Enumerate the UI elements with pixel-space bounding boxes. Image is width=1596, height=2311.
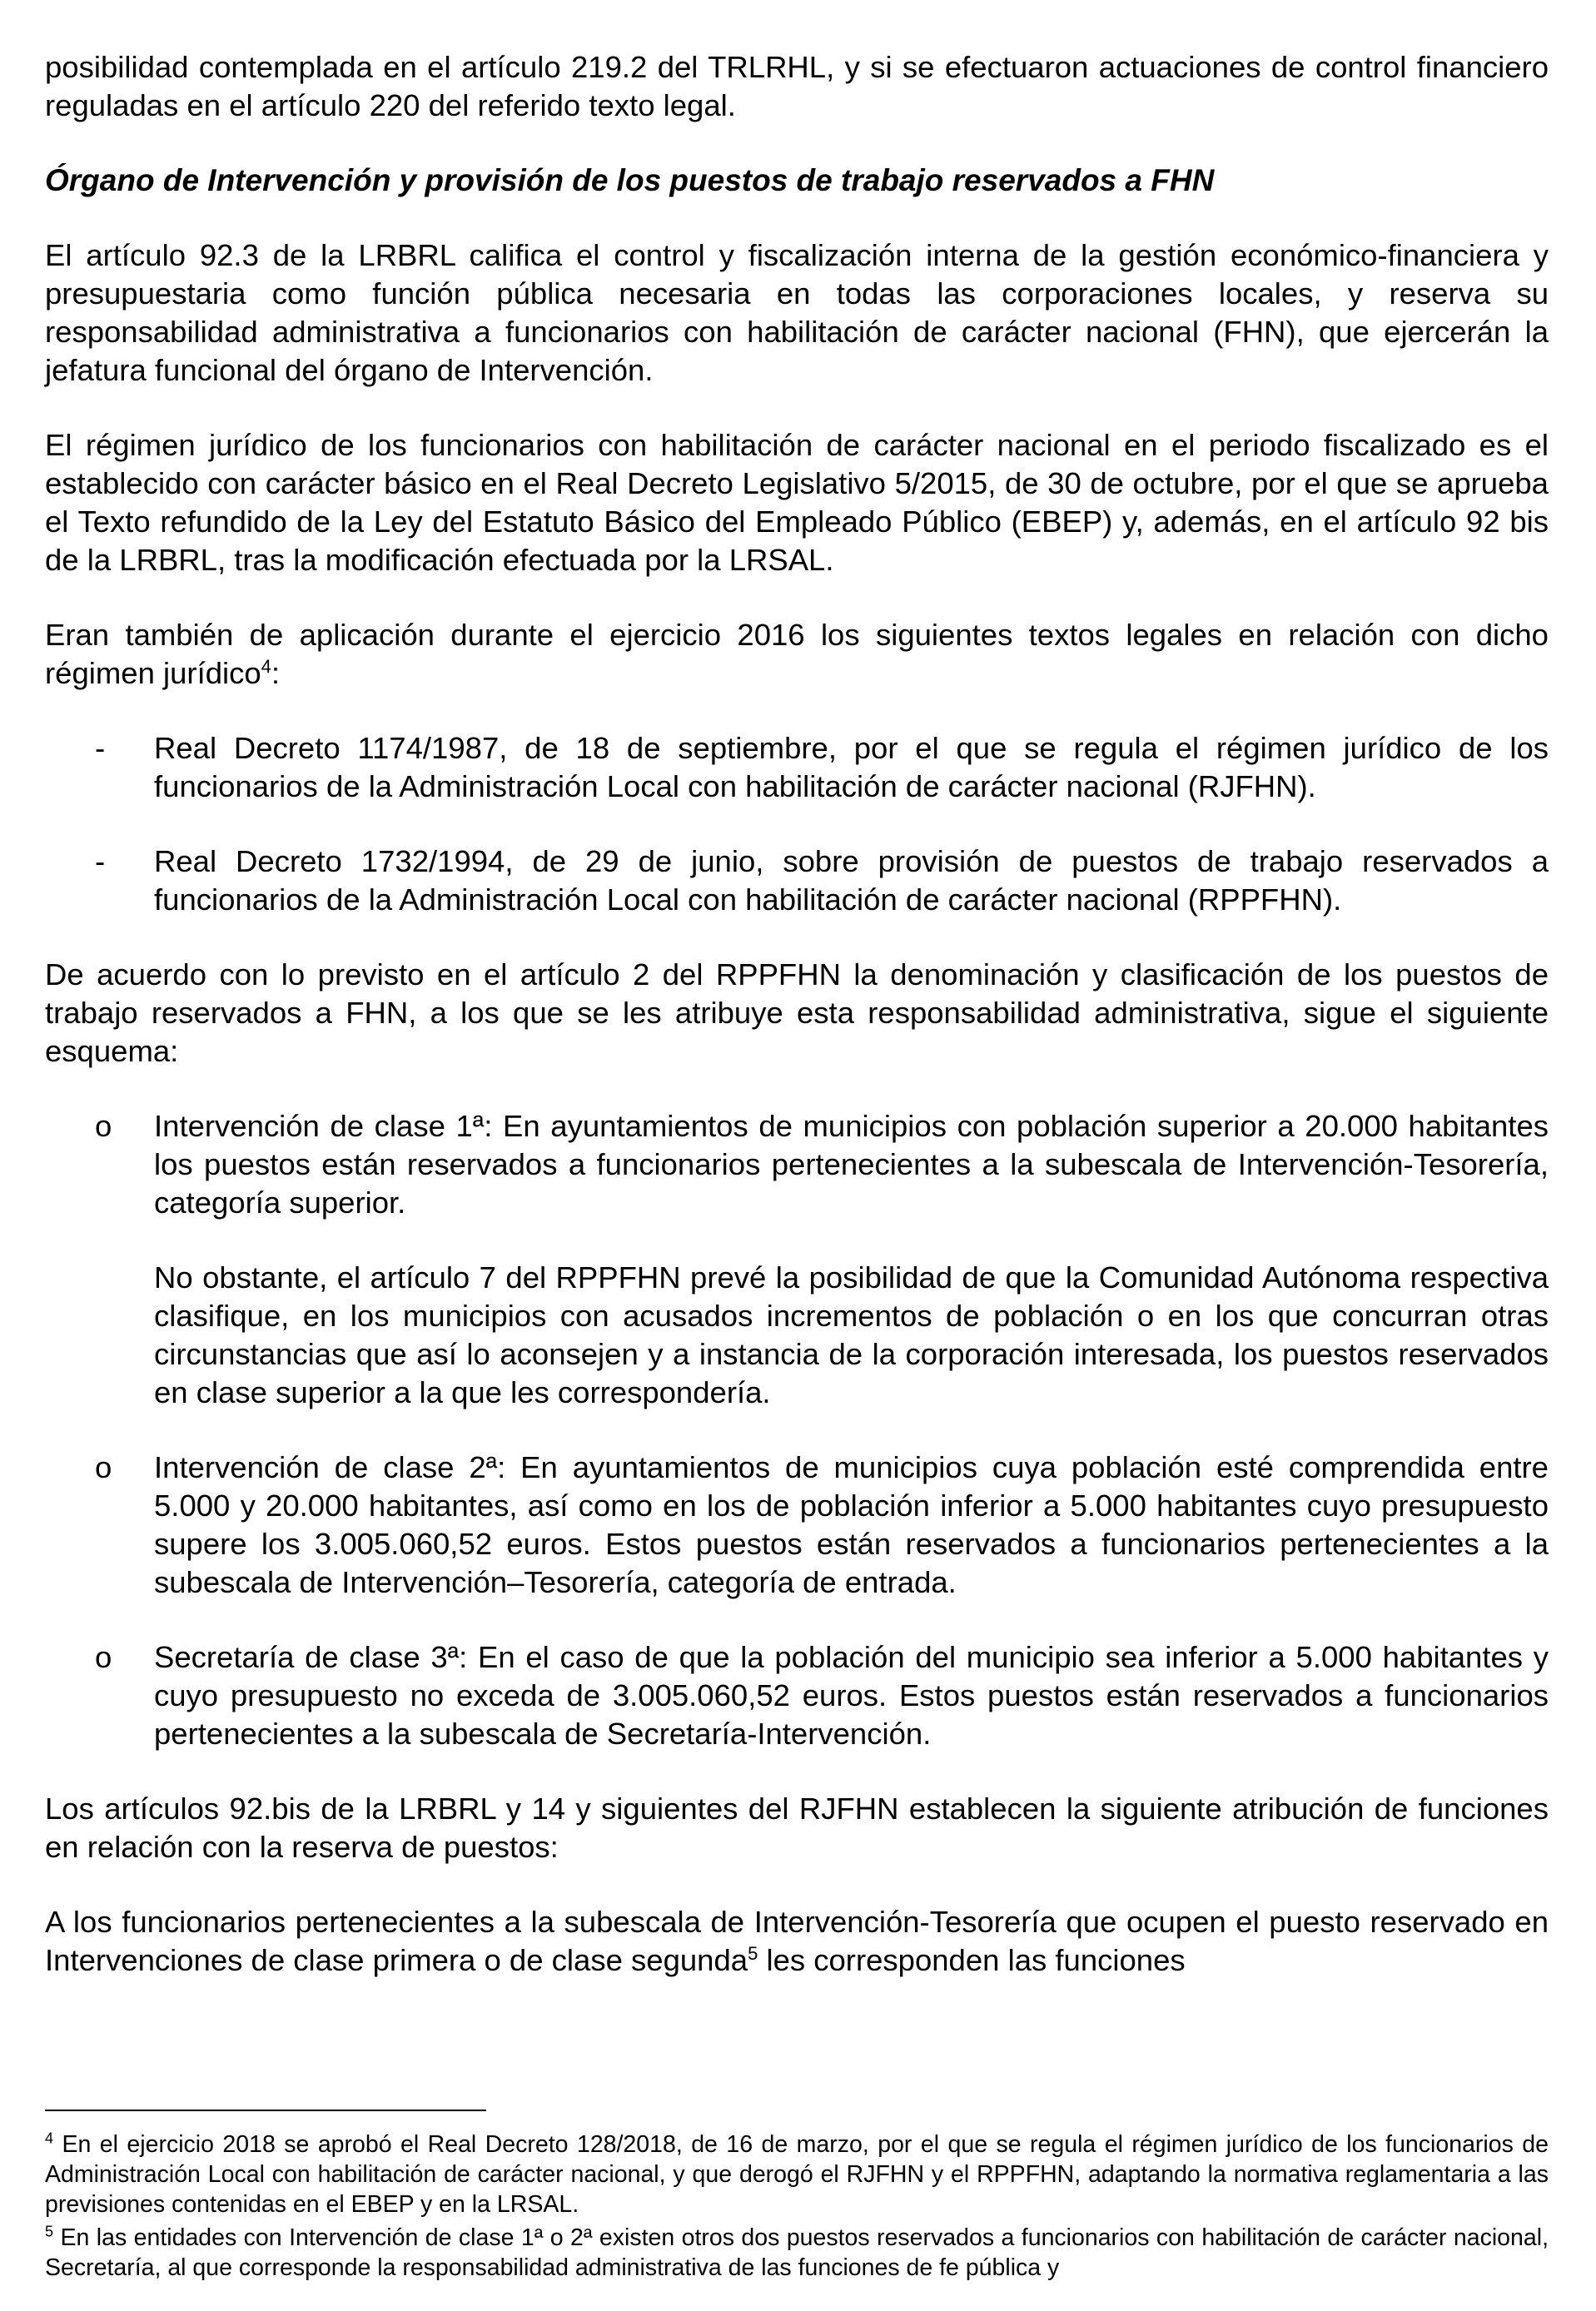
footnote-5 bbox=[45, 2223, 1549, 2283]
document-body bbox=[45, 48, 1549, 1980]
list-item-text: Real Decreto 1174/1987, de 18 de septiembre, por el que se regula el régimen jurídico de los funcionarios de la Administración Local con habilitación de carácter nacional (RJFHN). bbox=[154, 731, 1549, 803]
footnote-separator bbox=[45, 2110, 486, 2111]
footnote-number: 4 bbox=[45, 2130, 54, 2147]
footnote-number: 5 bbox=[45, 2223, 54, 2240]
paragraph-intervention-officers-end: les corresponden las funciones bbox=[758, 1943, 1186, 1977]
paragraph-rppfhn-scheme: De acuerdo con lo previsto en el artículo 2 del RPPFHN la denominación y clasificación de los puestos de trabajo reservados a FHN, a los que se les atribuye esta responsabilidad administrativa, sigue el siguiente esquema: bbox=[45, 957, 1549, 1068]
dash-bullet: - bbox=[95, 844, 106, 878]
paragraph-legal-regime: El régimen jurídico de los funcionarios con habilitación de carácter nacional en el periodo fiscalizado es el establecido con carácter básico en el Real Decreto Legislativo 5/2015, de 30 de octubre, por el que se aprueba el Texto refundido de la Ley del Estatuto Básico del Empleado Público (EBEP) y, además, en el artículo 92 bis de la LRBRL, tras la modificación efectuada por la LRSAL. bbox=[45, 428, 1549, 577]
list-item-continuation: No obstante, el artículo 7 del RPPFHN prevé la posibilidad de que la Comunidad Autónoma respectiva clasifique, en los municipios con acusados incrementos de población o en los que concurran otras circunstancias que así lo aconsejen y a instancia de la corporación interesada, los puestos reservados en clase superior a la que les correspondería. bbox=[154, 1260, 1549, 1409]
circle-list-item bbox=[45, 1638, 1549, 1753]
list-item-text: Real Decreto 1732/1994, de 29 de junio, sobre provisión de puestos de trabajo reservados a funcionarios de la Administración Local con habilitación de carácter nacional (RPPFHN). bbox=[154, 844, 1549, 917]
section-heading: Órgano de Intervención y provisión de los puestos de trabajo reservados a FHN bbox=[45, 163, 1215, 197]
list-item-text: Intervención de clase 1ª: En ayuntamientos de municipios con población superior a 20.000 habitantes los puestos están reservados a funcionarios pertenecientes a la subescala de Intervención-Tesorería, categoría superior. bbox=[154, 1109, 1549, 1220]
dash-list-item bbox=[45, 842, 1549, 919]
footnote-text: En el ejercicio 2018 se aprobó el Real Decreto 128/2018, de 16 de marzo, por el que se regula el régimen jurídico de los funcionarios de Administración Local con habilitación de carácter nacional, y que derogó el RJFHN y el RPPFHN, adaptando la normativa reglamentaria a las previsiones contenidas en el EBEP y en la LRSAL. bbox=[45, 2131, 1549, 2218]
paragraph-article-92-3: El artículo 92.3 de la LRBRL califica el control y fiscalización interna de la gestión económico-financiera y presupuestaria como función pública necesaria en todas las corporaciones locales, y reserva su responsabilidad administrativa a funcionarios con habilitación de carácter nacional (FHN), que ejercerán la jefatura funcional del órgano de Intervención. bbox=[45, 238, 1549, 387]
paragraph-applicable-texts-end: : bbox=[271, 656, 281, 690]
circle-bullet: o bbox=[95, 1450, 112, 1484]
footnote-ref-4[interactable]: 4 bbox=[261, 655, 271, 677]
paragraph-applicable-texts bbox=[45, 616, 1549, 693]
paragraph-intro: posibilidad contemplada en el artículo 219.2 del TRLRHL, y si se efectuaron actuaciones de control financiero reguladas en el artículo 220 del referido texto legal. bbox=[45, 50, 1549, 122]
paragraph-articles-92bis: Los artículos 92.bis de la LRBRL y 14 y siguientes del RJFHN establecen la siguiente atribución de funciones en relación con la reserva de puestos: bbox=[45, 1792, 1549, 1864]
footnote-text: En las entidades con Intervención de clase 1ª o 2ª existen otros dos puestos reservados a funcionarios con habilitación de carácter nacional, Secretaría, al que corresponde la responsabilidad administrativa de las funciones de fe pública y bbox=[45, 2224, 1549, 2281]
circle-list-item bbox=[45, 1107, 1549, 1222]
circle-list-item bbox=[45, 1449, 1549, 1602]
dash-bullet: - bbox=[95, 731, 106, 765]
circle-bullet: o bbox=[95, 1640, 112, 1674]
list-item-text: Secretaría de clase 3ª: En el caso de que la población del municipio sea inferior a 5.000 habitantes y cuyo presupuesto no exceda de 3.005.060,52 euros. Estos puestos están reservados a funcionarios pertenecientes a la subescala de Secretaría-Intervención. bbox=[154, 1640, 1549, 1751]
paragraph-intervention-officers bbox=[45, 1903, 1549, 1980]
footnote-ref-5[interactable]: 5 bbox=[748, 1942, 758, 1964]
footnote-4 bbox=[45, 2130, 1549, 2219]
footnotes bbox=[45, 2130, 1549, 2286]
circle-bullet: o bbox=[95, 1109, 112, 1143]
list-item-text: Intervención de clase 2ª: En ayuntamientos de municipios cuya población esté comprendida entre 5.000 y 20.000 habitantes, así como en los de población inferior a 5.000 habitantes cuyo presupuesto supere los 3.005.060,52 euros. Estos puestos están reservados a funcionarios pertenecientes a la subescala de Intervención–Tesorería, categoría de entrada. bbox=[154, 1450, 1549, 1599]
dash-list-item bbox=[45, 729, 1549, 806]
paragraph-applicable-texts-text: Eran también de aplicación durante el ejercicio 2016 los siguientes textos legales en relación con dicho régimen jurídico bbox=[45, 618, 1549, 690]
paragraph-intervention-officers-text: A los funcionarios pertenecientes a la subescala de Intervención-Tesorería que ocupen el puesto reservado en Intervenciones de clase primera o de clase segunda bbox=[45, 1905, 1549, 1977]
